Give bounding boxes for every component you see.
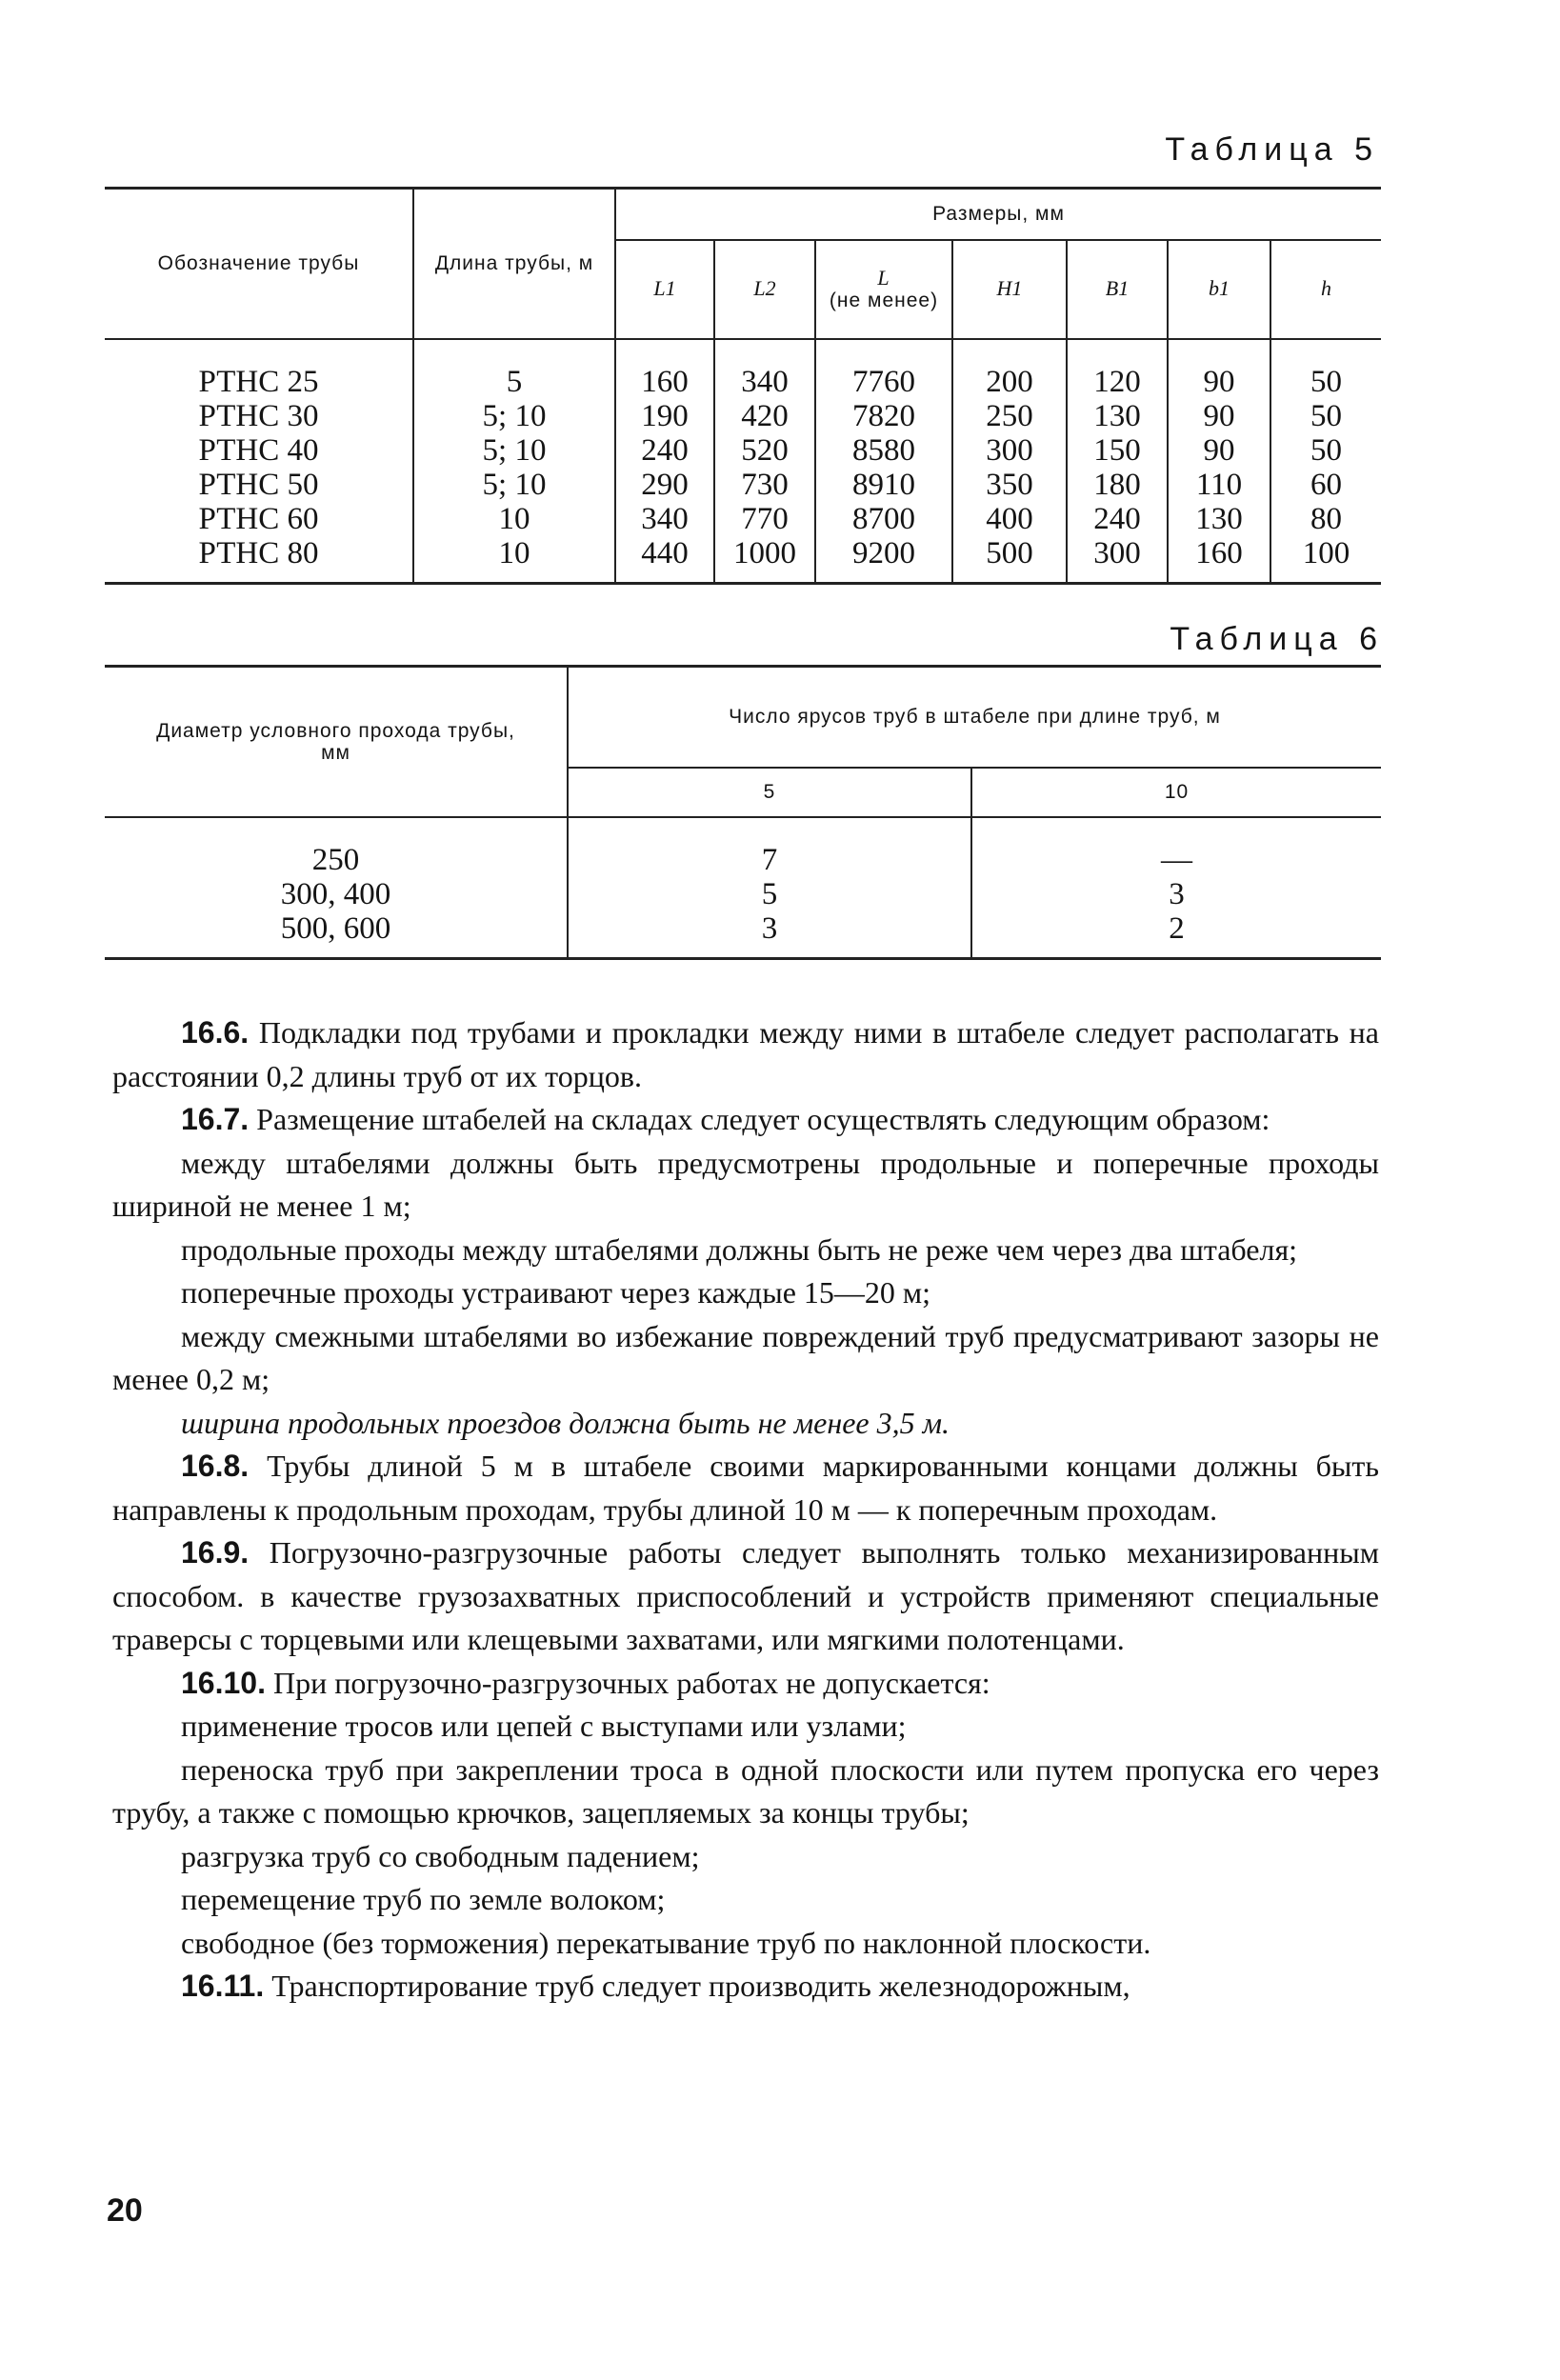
header-diameter: Диаметр условного прохода трубы, мм xyxy=(105,667,568,817)
table-cell: 730 xyxy=(741,467,789,502)
table-cell: 240 xyxy=(641,432,689,468)
paragraph-16-8 xyxy=(112,1445,1379,1531)
paragraph-text: Погрузочно-разгрузочные работы следует выполнять только механизированным способом. в качестве грузозахватных приспособлений и устройств применяют специальные траверсы с торцевыми или клещевыми захватами, или мягкими полотенцами. xyxy=(112,1535,1379,1656)
table-cell: РТНС 30 xyxy=(198,398,319,433)
table-cell: 3 xyxy=(1169,876,1185,911)
clause-number: 16.9. xyxy=(181,1535,250,1570)
table-cell: 8700 xyxy=(852,501,915,536)
col-L1 xyxy=(615,339,714,584)
table-cell: 290 xyxy=(641,467,689,502)
table-cell: 190 xyxy=(641,398,689,433)
header-length-10: 10 xyxy=(971,768,1381,817)
table-cell: 60 xyxy=(1310,467,1343,502)
table-cell: 2 xyxy=(1169,910,1185,946)
body-text xyxy=(112,1011,1379,2009)
table-cell: 400 xyxy=(986,501,1033,536)
table-cell: 1000 xyxy=(733,535,796,570)
header-L1: L1 xyxy=(615,240,714,339)
table-cell: 340 xyxy=(641,501,689,536)
table-cell: 160 xyxy=(641,364,689,399)
table-cell: 5; 10 xyxy=(482,467,547,502)
table-cell: 5; 10 xyxy=(482,432,547,468)
header-H1: H1 xyxy=(952,240,1067,339)
table-cell: 8910 xyxy=(852,467,915,502)
table-cell: 250 xyxy=(311,842,360,877)
table-cell: 10 xyxy=(498,501,530,536)
table-cell: 5; 10 xyxy=(482,398,547,433)
table-cell: 100 xyxy=(1302,535,1350,570)
table-cell: 10 xyxy=(498,535,530,570)
clause-number: 16.11. xyxy=(181,1969,265,2003)
table-cell: 420 xyxy=(741,398,789,433)
paragraph-text: Трубы длиной 5 м в штабеле своими маркированными концами должны быть направлены к продольным проходам, трубы длиной 10 м — к поперечным проходам. xyxy=(112,1449,1379,1527)
paragraph-16-11 xyxy=(112,1965,1379,2009)
page-number: 20 xyxy=(107,2192,143,2229)
table-cell: 200 xyxy=(986,364,1033,399)
table-cell: 7 xyxy=(761,842,778,877)
table-cell: 520 xyxy=(741,432,789,468)
paragraph-16-9 xyxy=(112,1531,1379,1662)
header-dimensions: Размеры, мм xyxy=(615,189,1381,240)
table-cell: 5 xyxy=(506,364,523,399)
table-cell: 8580 xyxy=(852,432,915,468)
table-cell: РТНС 40 xyxy=(198,432,319,468)
table-cell: 300, 400 xyxy=(280,876,391,911)
table-cell: 500 xyxy=(986,535,1033,570)
table-cell: РТНС 50 xyxy=(198,467,319,502)
table-cell: 120 xyxy=(1093,364,1141,399)
table-cell: 3 xyxy=(761,910,778,946)
list-item: ширина продольных проездов должна быть не менее 3,5 м. xyxy=(181,1405,950,1440)
paragraph-text: Транспортирование труб следует производить железнодорожным, xyxy=(264,1969,1130,2003)
table-cell: 770 xyxy=(741,501,789,536)
table-6-caption: Таблица 6 xyxy=(1170,621,1384,657)
table-cell: 130 xyxy=(1093,398,1141,433)
table-cell: 90 xyxy=(1203,364,1235,399)
table-cell: РТНС 60 xyxy=(198,501,319,536)
paragraph-16-6 xyxy=(112,1011,1379,1098)
table-cell: 5 xyxy=(761,876,778,911)
paragraph-text: Размещение штабелей на складах следует осуществлять следующим образом: xyxy=(249,1102,1270,1136)
table-cell: 160 xyxy=(1195,535,1243,570)
table-cell: 9200 xyxy=(852,535,915,570)
list-item: разгрузка труб со свободным падением; xyxy=(181,1838,700,1873)
list-item: применение тросов или цепей с выступами или узлами; xyxy=(181,1709,907,1743)
header-h: h xyxy=(1270,240,1381,339)
clause-number: 16.10. xyxy=(181,1665,266,1700)
list-item: поперечные проходы устраивают через каждые 15—20 м; xyxy=(181,1275,931,1310)
paragraph-16-7 xyxy=(112,1098,1379,1142)
col-diameter xyxy=(105,817,568,959)
col-pipe-length xyxy=(413,339,615,584)
header-tiers: Число ярусов труб в штабеле при длине труб, м xyxy=(568,667,1381,768)
list-item: перемещение труб по земле волоком; xyxy=(181,1882,666,1916)
table-cell: 80 xyxy=(1310,501,1343,536)
col-tiers-5 xyxy=(568,817,971,959)
table-cell: 340 xyxy=(741,364,789,399)
table-cell: 180 xyxy=(1093,467,1141,502)
table-cell: 130 xyxy=(1195,501,1243,536)
table-cell: 350 xyxy=(986,467,1033,502)
header-designation: Обозначение трубы xyxy=(105,189,413,339)
col-designation xyxy=(105,339,413,584)
paragraph-text: Подкладки под трубами и прокладки между ними в штабеле следует располагать на расстоянии 0,2 длины труб от их торцов. xyxy=(112,1015,1379,1093)
table-6 xyxy=(105,665,1381,960)
col-H1 xyxy=(952,339,1067,584)
table-5 xyxy=(105,187,1381,585)
header-length-5: 5 xyxy=(568,768,971,817)
table-cell: 50 xyxy=(1310,398,1343,433)
col-L2 xyxy=(714,339,815,584)
table-cell: 110 xyxy=(1195,467,1243,502)
table-cell: 90 xyxy=(1203,398,1235,433)
table-cell: 7760 xyxy=(852,364,915,399)
table-cell: 50 xyxy=(1310,364,1343,399)
col-b1 xyxy=(1168,339,1270,584)
table-cell: 150 xyxy=(1093,432,1141,468)
table-cell: 7820 xyxy=(852,398,915,433)
header-L xyxy=(815,240,952,339)
col-h xyxy=(1270,339,1381,584)
col-B1 xyxy=(1067,339,1168,584)
header-pipe-length: Длина трубы, м xyxy=(413,189,615,339)
table-cell: 250 xyxy=(986,398,1033,433)
header-L-symbol: L xyxy=(877,265,890,290)
clause-number: 16.8. xyxy=(181,1449,250,1483)
header-b1: b1 xyxy=(1168,240,1270,339)
table-cell: 440 xyxy=(641,535,689,570)
header-L2: L2 xyxy=(714,240,815,339)
table-cell: 240 xyxy=(1093,501,1141,536)
paragraph-text: При погрузочно-разгрузочных работах не допускается: xyxy=(265,1665,990,1700)
table-cell: 300 xyxy=(1093,535,1141,570)
table-cell: 500, 600 xyxy=(280,910,391,946)
table-cell: РТНС 25 xyxy=(198,364,319,399)
table-cell: 90 xyxy=(1203,432,1235,468)
table-cell: 300 xyxy=(986,432,1033,468)
paragraph-16-10 xyxy=(112,1662,1379,1706)
table-cell: РТНС 80 xyxy=(198,535,319,570)
header-B1: B1 xyxy=(1067,240,1168,339)
table-5-caption: Таблица 5 xyxy=(1165,131,1379,168)
col-L xyxy=(815,339,952,584)
col-tiers-10 xyxy=(971,817,1381,959)
clause-number: 16.7. xyxy=(181,1102,250,1136)
list-item: между смежными штабелями во избежание повреждений труб предусматривают зазоры не менее 0,2 м; xyxy=(112,1318,1379,1396)
list-item: между штабелями должны быть предусмотрены продольные и поперечные проходы шириной не менее 1 м; xyxy=(112,1145,1379,1223)
table-cell: — xyxy=(1161,842,1192,877)
list-item: переноска труб при закреплении троса в одной плоскости или путем пропуска его через трубу, а также с помощью крючков, зацепляемых за концы трубы; xyxy=(112,1751,1379,1830)
list-item: свободное (без торможения) перекатывание труб по наклонной плоскости. xyxy=(181,1925,1151,1960)
table-cell: 50 xyxy=(1310,432,1343,468)
header-L-note: (не менее) xyxy=(829,290,939,312)
clause-number: 16.6. xyxy=(181,1015,250,1050)
list-item: продольные проходы между штабелями должны быть не реже чем через два штабеля; xyxy=(181,1231,1298,1267)
